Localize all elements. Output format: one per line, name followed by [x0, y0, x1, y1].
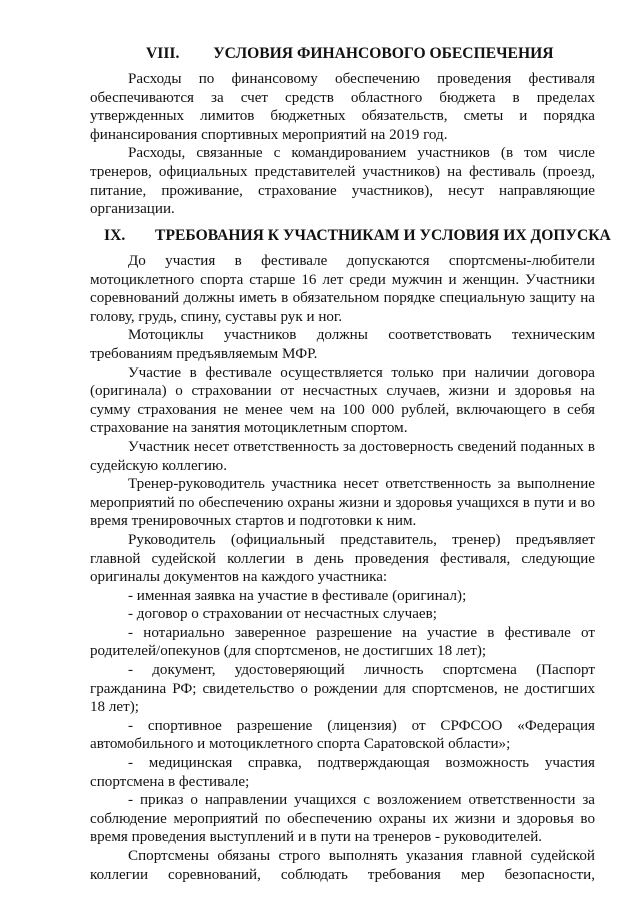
paragraph: Тренер-руководитель участника несет ответственность за выполнение мероприятий по обеспечению охраны жизни и здоровья учащихся в пути и во время тренировочных стартов и подготовки к ним. [90, 476, 595, 530]
list-item: - документ, удостоверяющий личность спортсмена (Паспорт гражданина РФ; свидетельство о рождении для спортсменов, не достигших 18 лет); [90, 662, 595, 716]
list-item: - спортивное разрешение (лицензия) от СРФСОО «Федерация автомобильного и мотоциклетного спорта Саратовской области»; [90, 717, 595, 753]
section-8-body [90, 70, 595, 219]
section-9-heading-row [90, 226, 611, 246]
section-9-title: ТРЕБОВАНИЯ К УЧАСТНИКАМ И УСЛОВИЯ ИХ ДОПУСКА [155, 227, 611, 244]
section-8-heading-row [90, 44, 595, 64]
section-8-title: УСЛОВИЯ ФИНАНСОВОГО ОБЕСПЕЧЕНИЯ [213, 45, 554, 62]
list-item: - приказ о направлении учащихся с возложением ответственности за соблюдение мероприятий по обеспечению охраны их жизни и здоровья во время проведения выступлений и в пути на тренеров - руководителей. [90, 792, 595, 846]
list-item: - именная заявка на участие в фестивале (оригинал); [128, 587, 467, 604]
paragraph: Мотоциклы участников должны соответствовать техническим требованиям предъявляемым МФР. [90, 327, 595, 362]
section-9-body [90, 252, 595, 884]
paragraph: Руководитель (официальный представитель, тренер) предъявляет главной судейской коллегии в день проведения фестиваля, следующие оригиналы документов на каждого участника: [90, 531, 595, 586]
paragraph: До участия в фестивале допускаются спортсмены-любители мотоциклетного спорта старше 16 лет среди мужчин и женщин. Участники соревнований должны иметь в обязательном порядке специальную защиту на голову, грудь, спину, суставы рук и ног. [90, 253, 595, 325]
paragraph: Расходы по финансовому обеспечению проведения фестиваля обеспечиваются за счет средств областного бюджета в пределах утвержденных лимитов бюджетных обязательств, сметы и порядка финансирования спортивных мероприятий на 2019 год. [90, 71, 595, 143]
section-9-heading [104, 226, 611, 246]
paragraph: Расходы, связанные с командированием участников (в том числе тренеров, официальных представителей участников) на фестиваль (проезд, питание, проживание, страхование участников), несут направляющие организации. [90, 145, 595, 218]
list-item: - медицинская справка, подтверждающая возможность участия спортсмена в фестивале; [90, 755, 595, 790]
list-item: - нотариально заверенное разрешение на участие в фестивале от родителей/опекунов (для спортсменов, не достигших 18 лет); [90, 624, 595, 660]
section-8-number: VIII. [146, 45, 180, 62]
section-8-heading [146, 44, 553, 64]
paragraph: Участник несет ответственность за достоверность сведений поданных в судейскую коллегию. [90, 438, 595, 474]
paragraph: Спортсмены обязаны строго выполнять указания главной судейской коллегии соревнований, соблюдать требования мер безопасности, [90, 848, 595, 883]
list-item: - договор о страховании от несчастных случаев; [128, 606, 437, 623]
section-9-number: IX. [104, 227, 126, 244]
paragraph: Участие в фестивале осуществляется только при наличии договора (оригинала) о страховании от несчастных случаев, жизни и здоровья на сумму страхования не менее чем на 100 000 рублей, включающего в себя страхование на занятия мотоциклетным спортом. [90, 364, 595, 437]
